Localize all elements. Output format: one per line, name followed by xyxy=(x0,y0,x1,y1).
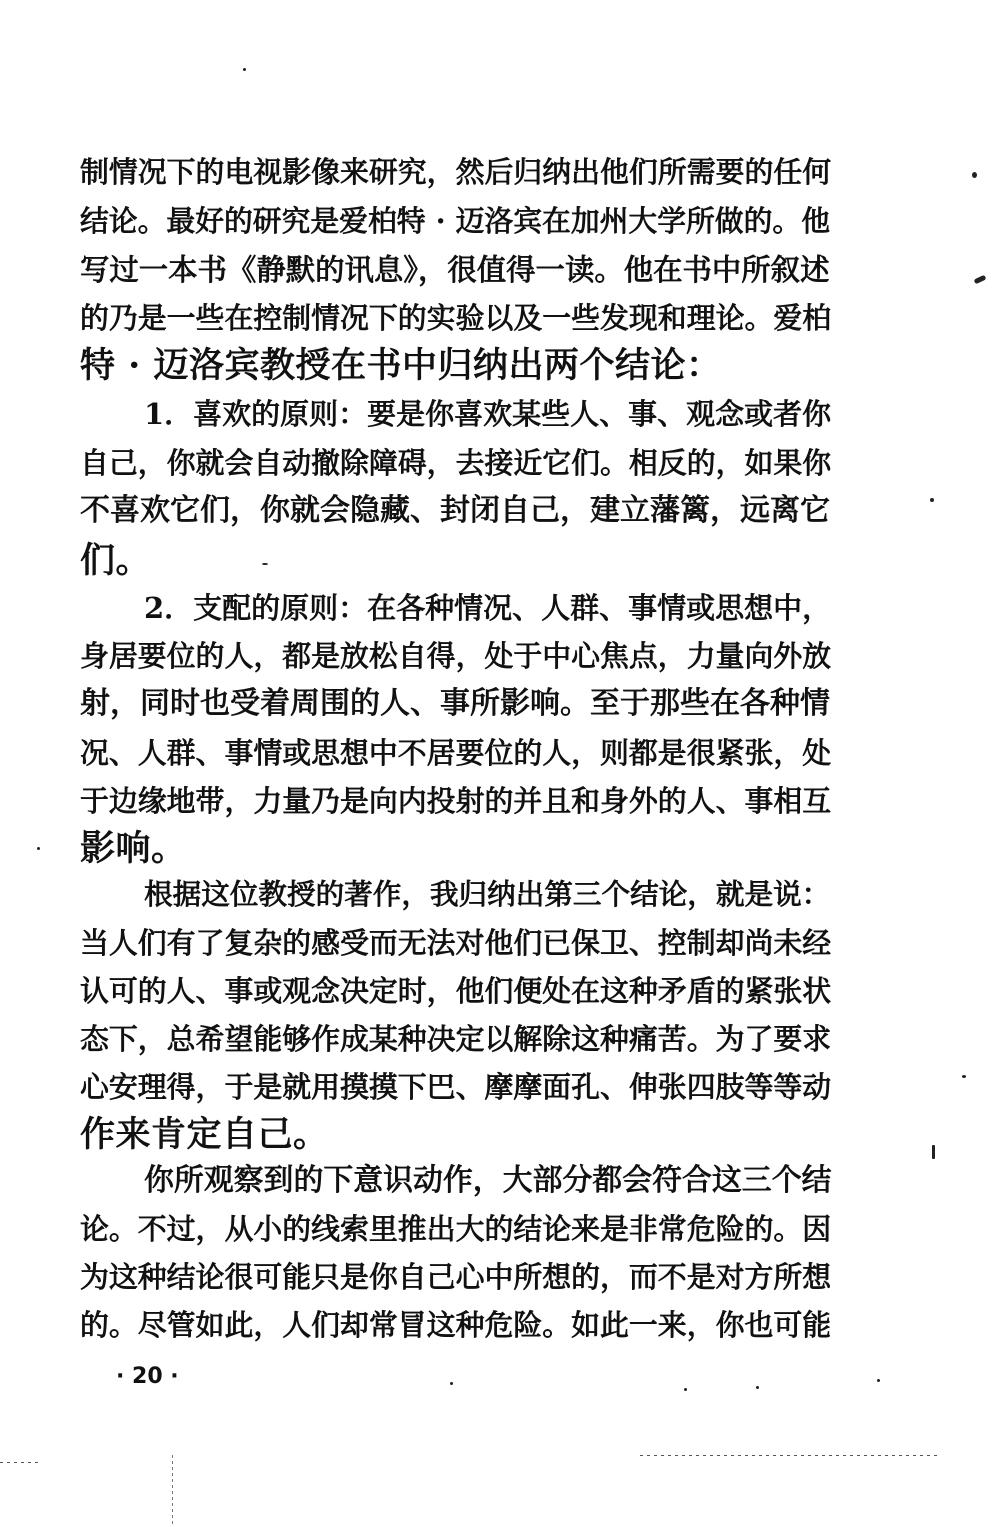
text-line-6: 1．喜欢的原则：要是你喜欢某些人、事、观念或者你 xyxy=(144,397,832,431)
text-line-14: 于边缘地带，力量乃是向内投射的并且和身外的人、事相互 xyxy=(80,784,832,818)
text-line-9: 们。 xyxy=(80,540,152,581)
scan-speck xyxy=(962,1075,966,1078)
text-line-18: 认可的人、事或观念决定时，他们便处在这种矛盾的紧张状 xyxy=(80,974,832,1008)
scan-speck xyxy=(974,275,987,285)
scan-speck xyxy=(930,498,934,502)
text-line-24: 为这种结论很可能只是你自己心中所想的，而不是对方所想 xyxy=(80,1260,832,1294)
text-line-7: 自己，你就会自动撤除障碍，去接近它们。相反的，如果你 xyxy=(80,446,832,480)
page-number: · 20 · xyxy=(116,1364,179,1389)
scan-speck xyxy=(756,1386,759,1389)
scan-speck xyxy=(450,1382,453,1385)
text-line-15: 影响。 xyxy=(80,828,187,869)
scan-speck xyxy=(972,172,977,178)
text-line-10: 2．支配的原则：在各种情况、人群、事情或思想中， xyxy=(144,591,832,625)
text-line-25: 的。尽管如此，人们却常冒这种危险。如此一来，你也可能 xyxy=(80,1308,832,1342)
text-line-2: 结论。最好的研究是爱柏特 · 迈洛宾在加州大学所做的。他 xyxy=(80,204,830,238)
text-line-8: 不喜欢它们，你就会隐藏、封闭自己，建立藩篱，远离它 xyxy=(80,493,830,528)
scan-speck xyxy=(684,1388,687,1391)
text-line-19: 态下，总希望能够作成某种决定以解除这种痛苦。为了要求 xyxy=(80,1022,832,1056)
text-line-5: 特 · 迈洛宾教授在书中归纳出两个结论： xyxy=(80,345,722,386)
scan-rule xyxy=(172,1455,173,1527)
scan-speck xyxy=(37,847,40,850)
text-line-21: 作来肯定自己。 xyxy=(80,1114,329,1155)
scan-rule xyxy=(640,1455,940,1456)
text-line-16: 根据这位教授的著作，我归纳出第三个结论，就是说： xyxy=(144,877,831,911)
text-line-4: 的乃是一些在控制情况下的实验以及一些发现和理论。爱柏 xyxy=(80,301,832,335)
scan-speck xyxy=(243,68,246,71)
text-line-17: 当人们有了复杂的感受而无法对他们已保卫、控制却尚未经 xyxy=(80,926,832,960)
text-line-12: 射，同时也受着周围的人、事所影响。至于那些在各种情 xyxy=(80,686,830,721)
text-line-13: 况、人群、事情或思想中不居要位的人，则都是很紧张，处 xyxy=(80,736,832,770)
text-line-23: 论。不过，从小的线索里推出大的结论来是非常危险的。因 xyxy=(80,1212,832,1246)
text-line-22: 你所观察到的下意识动作，大部分都会符合这三个结 xyxy=(144,1163,832,1198)
scan-speck xyxy=(877,1379,880,1382)
text-line-1: 制情况下的电视影像来研究，然后归纳出他们所需要的任何 xyxy=(80,155,832,189)
text-line-20: 心安理得，于是就用摸摸下巴、摩摩面孔、伸张四肢等等动 xyxy=(80,1070,832,1104)
scan-speck xyxy=(262,563,268,565)
scan-rule xyxy=(0,1462,40,1463)
text-line-3: 写过一本书《静默的讯息》，很值得一读。他在书中所叙述 xyxy=(80,252,830,287)
text-line-11: 身居要位的人，都是放松自得，处于中心焦点，力量向外放 xyxy=(80,639,832,673)
scan-speck xyxy=(932,1145,935,1159)
